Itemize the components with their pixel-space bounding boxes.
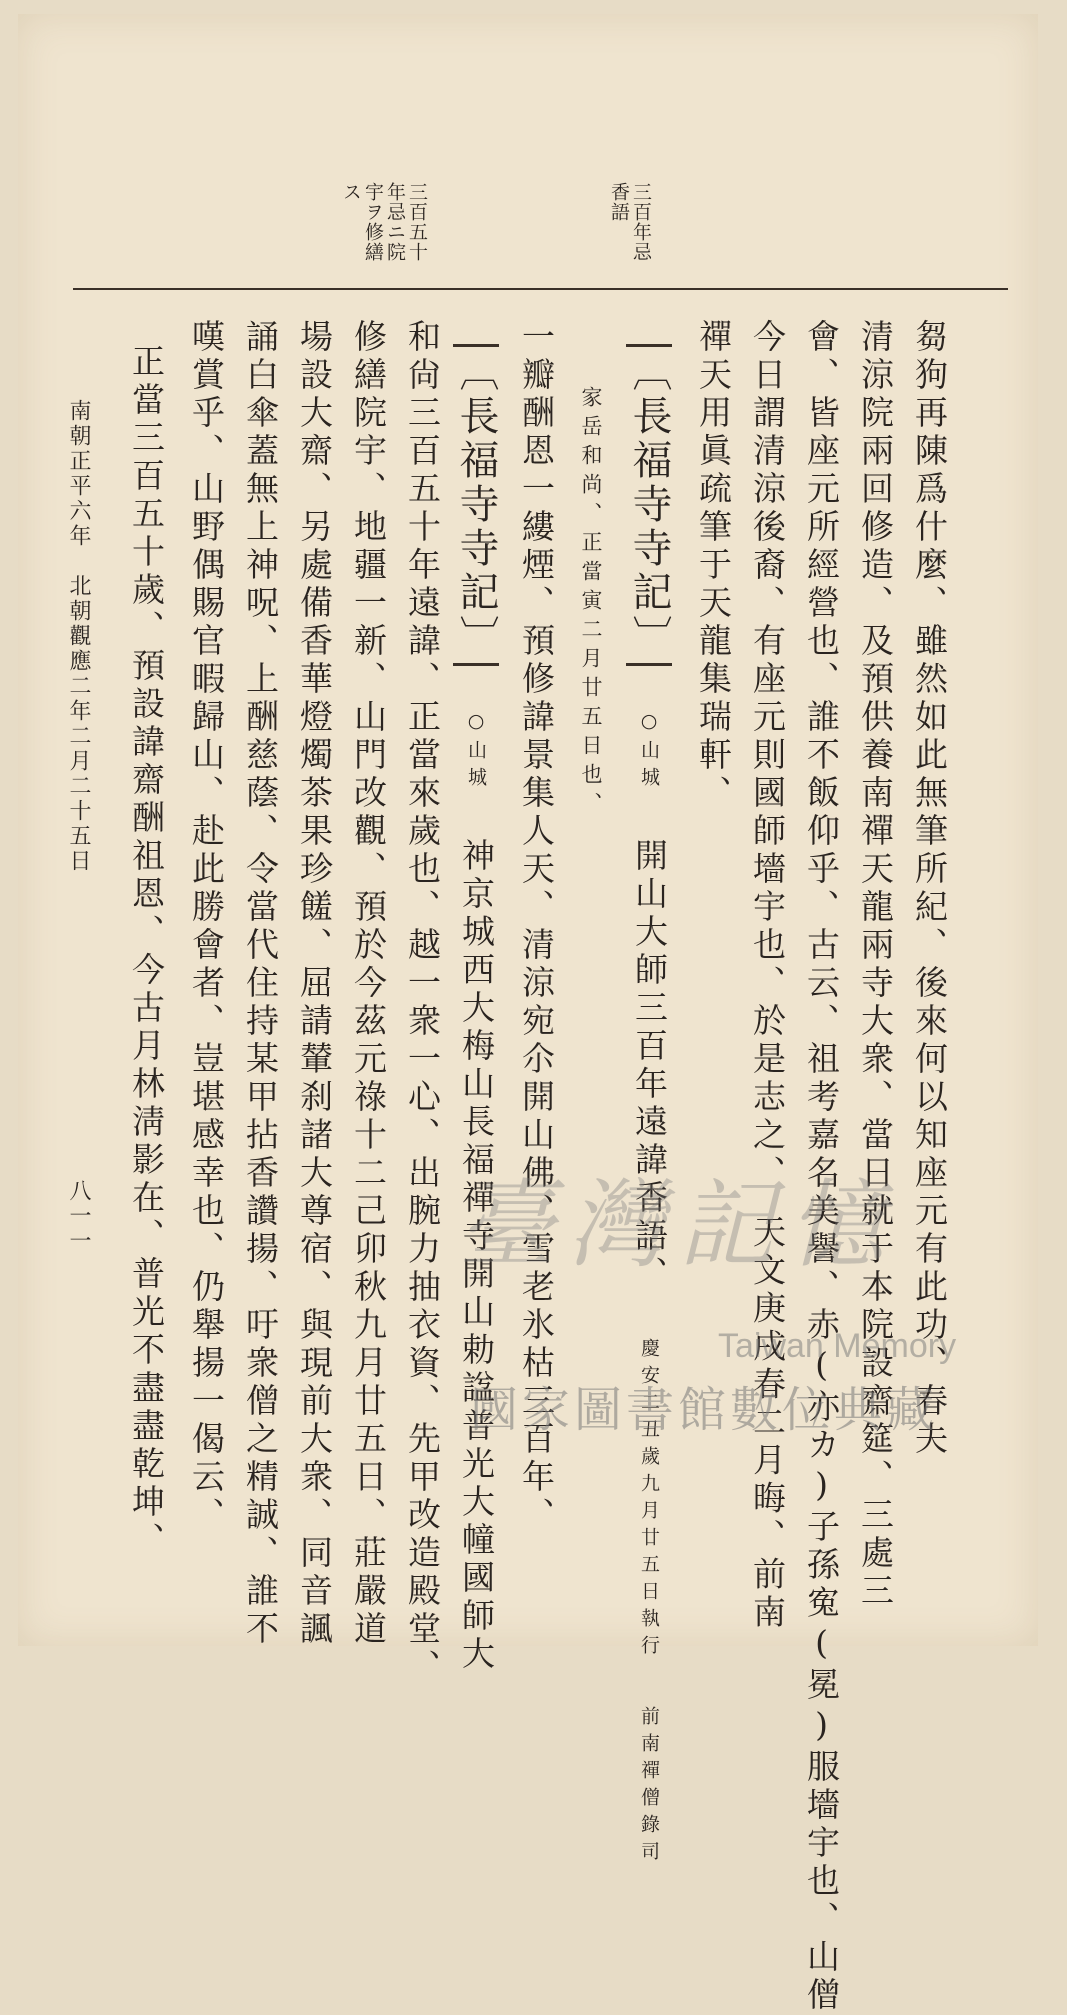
- margin-note-5: [362, 182, 383, 262]
- text-column-13: 誦白傘蓋無上神呪、上酬慈蔭、令當代住持某甲拈香讚揚、吁衆僧之精誠、誰不: [241, 319, 280, 1649]
- watermark-chinese: 國家圖書館數位典藏: [470, 1382, 939, 1438]
- text-column-14: 嘆賞乎、山野偶賜官暇歸山、赴此勝會者、豈堪感幸也、仍舉揚一偈云、: [187, 319, 226, 1535]
- footer-date: 南朝正平六年 北朝觀應二年二月二十五日: [66, 399, 91, 874]
- header-rule: [73, 288, 1008, 290]
- small-note: 前南禪僧錄司: [638, 1706, 660, 1868]
- text-column-12: 場設大齋、另處備香華燈燭茶果珍饈、屈請輦刹諸大尊宿、與現前大衆、同音諷: [295, 319, 334, 1649]
- margin-note-2: [608, 182, 629, 222]
- margin-note-text: 年忌ニ院: [384, 182, 406, 262]
- margin-note-6: [340, 182, 361, 202]
- section-heading-1: 〔長福寺寺記〕 ○山城 開山大師三百年遠諱香語、 慶安二丑歲九月廿五日執行 前南禪僧錄司: [631, 344, 667, 1868]
- document-page: [18, 14, 1038, 2015]
- text-column-15: 正當三百五十歲、預設諱齋酬祖恩、今古月林淸影在、普光不盡盡乾坤、: [127, 344, 166, 1560]
- section-heading-2: 〔長福寺寺記〕 ○山城 神京城西大梅山長福禪寺開山勅諡普光大幢國師大: [458, 344, 494, 1674]
- text-column-annotation: 家岳和尚、正當寅二月廿五日也、: [579, 386, 603, 821]
- margin-note-4: [384, 182, 405, 262]
- margin-note-text: 三百年忌: [630, 182, 652, 262]
- text-column-10: 和尙三百五十年遠諱、正當來歲也、越一衆一心、出腕力抽衣資、先甲改造殿堂、: [403, 319, 442, 1687]
- text-column-4: 今日謂清涼後裔、有座元則國師墻宇也、於是志之、 天文庚戌春二月晦、前南: [748, 319, 787, 1633]
- text-column-3: 會、皆座元所經營也、誰不飯仰乎、古云、祖考嘉名美譽、赤(亦カ)子孫寃(冕)服墻宇也、山僧: [802, 319, 841, 2015]
- margin-note-1: [630, 182, 651, 262]
- verse-column: 一瓣酬恩一縷煙、預修諱景集人天、清涼宛尒開山佛、雪老氷枯三百年、: [517, 319, 556, 1535]
- small-note: ○山城: [465, 710, 487, 794]
- small-note: 慶安二丑歲九月廿五日執行: [638, 1338, 660, 1662]
- section-title: 〔長福寺寺記〕: [453, 344, 499, 666]
- margin-note-3: [406, 182, 427, 262]
- margin-note-text: 香語: [608, 182, 630, 222]
- page-number: 八一一: [66, 1179, 91, 1254]
- watermark-english: Taiwan Memory: [718, 1327, 957, 1365]
- text-column-11: 修繕院宇、地疆一新、山門改觀、預於今茲元祿十二己卯秋九月廿五日、莊嚴道: [349, 319, 388, 1649]
- watermark-script: 臺灣記憶: [458, 1169, 898, 1281]
- margin-note-text: 宇ヲ修繕: [362, 182, 384, 262]
- watermark: [438, 1149, 968, 1449]
- text-column-2: 清涼院兩回修造、及預供養南禪天龍兩寺大衆、當日就于本院設齋筵、三處三: [856, 319, 895, 1611]
- text-column-5: 禪天用眞疏筆于天龍集瑞軒、: [694, 319, 733, 813]
- text-column-1: 芻狗再陳爲什麼、雖然如此無筆所紀、後來何以知座元有此功、春夫: [910, 319, 949, 1459]
- small-note: ○山城: [638, 710, 660, 794]
- margin-note-text: ス: [340, 182, 362, 202]
- margin-note-text: 三百五十: [406, 182, 428, 262]
- section-title: 〔長福寺寺記〕: [626, 344, 672, 666]
